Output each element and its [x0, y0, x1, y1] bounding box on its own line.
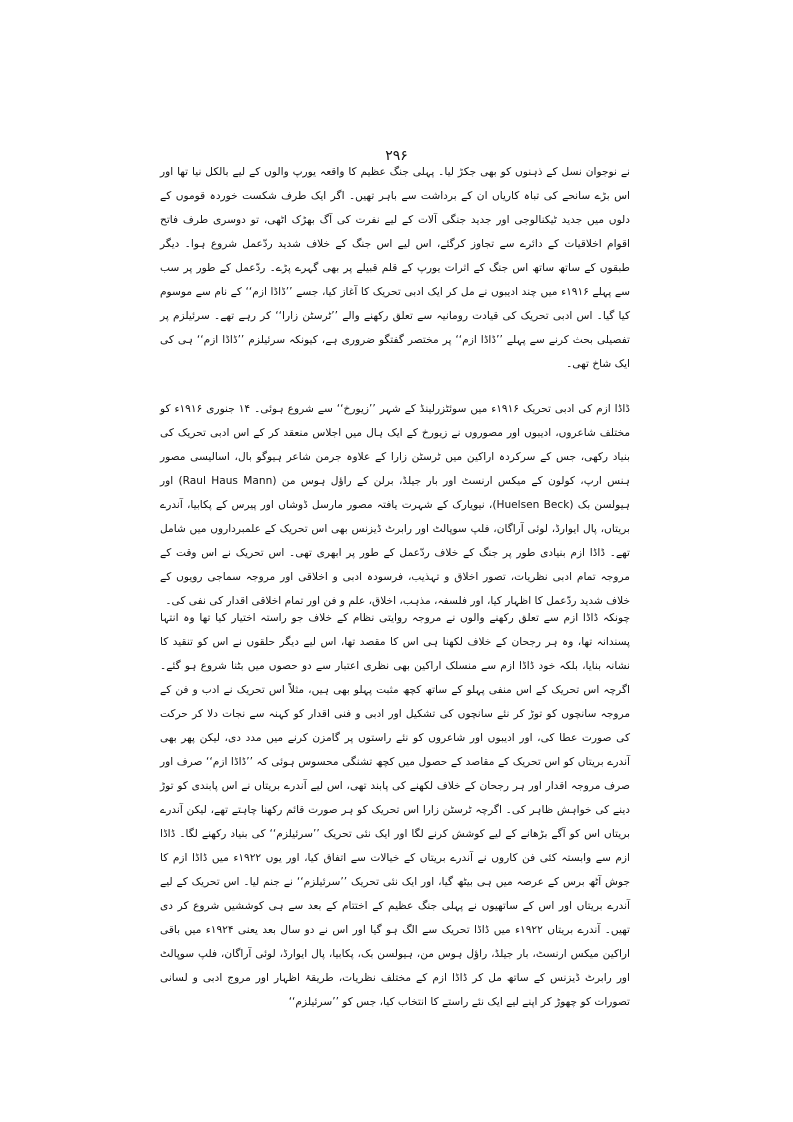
paragraph-2-text: ڈاڈا ازم کی ادبی تحریک ۱۹۱۶ء میں سوئٹزرلینڈ کے شہر ’’زیورخ‘‘ سے شروع ہوئی۔ ۱۴ جنوری ۱۹۱۶ء کو مختلف شاعروں، ادیبوں اور مصوروں نے زیورخ کے ایک ہال میں اجلاس منعقد کر کے اس ادبی تحریک کی بنیاد رکھی، جس کے سرکردہ اراکین میں ٹرسٹن زارا کے علاوہ جرمن شاعر ہیوگو بال، اسالیسی مصور ہنس ارپ، کولون کے میکس ارنسٹ اور بار جیلڈ، برلن کے راؤل ہوس من (Raul Haus Mann) اور ہیولسن بک (Huelsen Beck)، نیویارک کے شہرت یافتہ مصور مارسل ڈوشاں اور پیرس کے پکابیا، آندرے بریتاں، پال ایوارڈ، لوئی آراگان، فلپ سوپالٹ اور رابرٹ ڈیزنس بھی اس تحریک کے علمبرداروں میں شامل تھے۔ ڈاڈا ازم بنیادی طور پر جنگ کے خلاف ردّعمل کے طور پر ابھری تھی۔ اس تحریک نے اس وقت کے مروجہ تمام ادبی نظریات، تصور اخلاق و تہذیب، فرسودہ ادبی و اخلاقی اور مروجہ سماجی رویوں کے خلاف شدید ردّعمل کا اظہار کیا، اور فلسفہ، مذہب، اخلاق، علم و فن اور تمام اخلاقی اقدار کی نفی کی۔: [160, 403, 630, 607]
paragraph-1: [160, 160, 630, 376]
page-number: ۲۹۶: [385, 148, 408, 164]
paragraph-3: [160, 606, 630, 1014]
paragraph-3-text: چونکہ ڈاڈا ازم سے تعلق رکھنے والوں نے مروجہ روایتی نظام کے خلاف جو راستہ اختیار کیا تھا وہ انتہا پسندانہ تھا، وہ ہر رجحان کے خلاف لکھنا ہی اس کا مقصد تھا، اس لیے دیگر حلقوں نے اس کو تنقید کا نشانہ بنایا، بلکہ خود ڈاڈا ازم سے منسلک اراکین بھی نظری اعتبار سے دو حصوں میں بٹنا شروع ہو گئے۔ اگرچہ اس تحریک کے اس منفی پہلو کے ساتھ کچھ مثبت پہلو بھی ہیں، مثلاً اس تحریک نے ادب و فن کے مروجہ سانچوں کو توڑ کر نئے سانچوں کی تشکیل اور ادبی و فنی اقدار کو کہنہ سے نجات دلا کر حرکت کی صورت عطا کی، اور ادیبوں اور شاعروں کو نئے راستوں پر گامزن کرنے میں مدد دی، لیکن پھر بھی آندرے بریتاں کو اس تحریک کے مقاصد کے حصول میں کچھ تشنگی محسوس ہوئی کہ ’’ڈاڈا ازم‘‘ صرف اور صرف مروجہ اقدار اور ہر رجحان کے خلاف لکھنے کی پابند تھی، اس لیے آندرے بریتاں نے اس پابندی کو توڑ دینے کی خواہش ظاہر کی۔ اگرچہ ٹرسٹن زارا اس تحریک کو ہر صورت قائم رکھنا چاہتے تھے، لیکن آندرے بریتاں اس کو آگے بڑھانے کے لیے کوشش کرنے لگا اور ایک نئی تحریک ’’سرئیلزم‘‘ کی بنیاد رکھنے لگا۔ ڈاڈا ازم سے وابستہ کئی فن کاروں نے آندرے بریتاں کے خیالات سے اتفاق کیا، اور یوں ۱۹۲۲ء میں ڈاڈا ازم کا جوش آٹھ برس کے عرصہ میں ہی بیٹھ گیا، اور ایک نئی تحریک ’’سرئیلزم‘‘ نے جنم لیا۔ اس تحریک کے لیے آندرے بریتاں اور اس کے ساتھیوں نے پہلی جنگ عظیم کے اختتام کے بعد سے ہی کوششیں شروع کر دی تھیں۔ آندرے بریتاں ۱۹۲۲ء میں ڈاڈا تحریک سے الگ ہو گیا اور اس نے دو سال بعد یعنی ۱۹۲۴ء میں باقی اراکین میکس ارنسٹ، بار جیلڈ، راؤل ہوس من، ہیولسن بک، پکابیا، پال ایوارڈ، لوئی آراگان، فلپ سوپالٹ اور رابرٹ ڈیزنس کے ساتھ مل کر ڈاڈا ازم کے مختلف نظریات، طریقۂ اظہار اور مروج ادبی و لسانی تصورات کو چھوڑ کر اپنے لیے ایک نئے راستے کا انتخاب کیا، جس کو ’’سرئیلزم‘‘: [160, 612, 630, 1008]
paragraph-1-text: نے نوجوان نسل کے ذہنوں کو بھی جکڑ لیا۔ پہلی جنگ عظیم کا واقعہ یورپ والوں کے لیے بالکل نیا تھا اور اس بڑے سانحے کی تباہ کاریاں ان کے برداشت سے باہر تھیں۔ اگر ایک طرف شکست خوردہ قوموں کے دلوں میں جدید ٹیکنالوجی اور جدید جنگی آلات کے لیے نفرت کی آگ بھڑک اٹھی، تو دوسری طرف فاتح اقوام اخلاقیات کے دائرے سے تجاوز کرگئے، اس لیے اس جنگ کے خلاف شدید ردّعمل شروع ہوا۔ دیگر طبقوں کے ساتھ ساتھ اس جنگ کے اثرات یورپ کے قلم قبیلے پر بھی گہرے پڑے۔ ردّعمل کے طور پر سب سے پہلے ۱۹۱۶ء میں چند ادیبوں نے مل کر ایک ادبی تحریک کا آغاز کیا، جسے ’’ڈاڈا ازم‘‘ کے نام سے موسوم کیا گیا۔ اس ادبی تحریک کی قیادت رومانیہ سے تعلق رکھنے والے ’’ٹرسٹن زارا‘‘ کر رہے تھے۔ سرئیلزم پر تفصیلی بحث کرنے سے پہلے ’’ڈاڈا ازم‘‘ پر مختصر گفتگو ضروری ہے، کیونکہ سرئیلزم ’’ڈاڈا ازم‘‘ ہی کی ایک شاخ تھی۔: [160, 166, 630, 370]
paragraph-2: [160, 397, 630, 613]
